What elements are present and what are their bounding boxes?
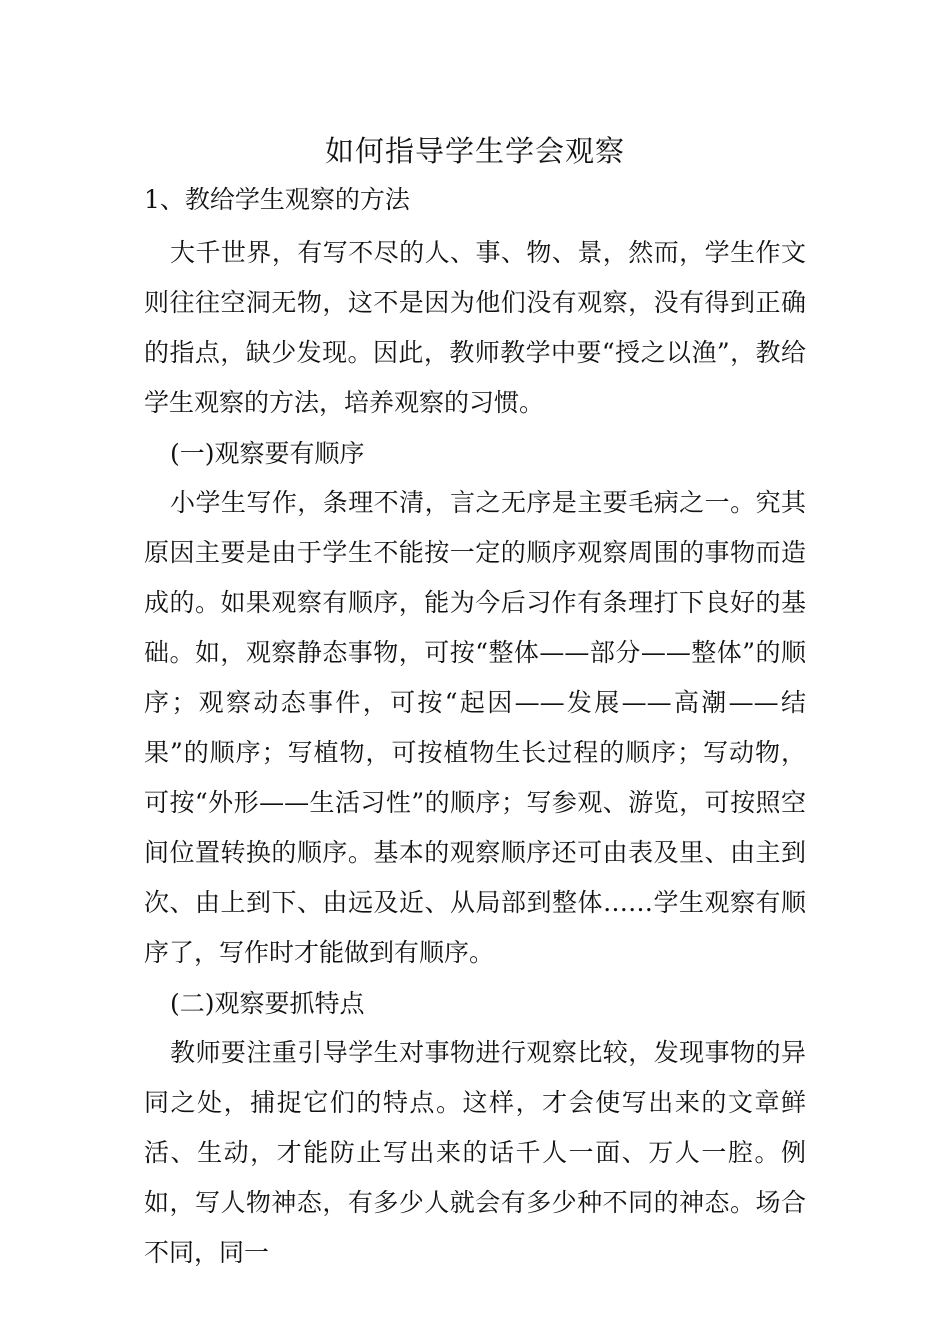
document-title: 如何指导学生学会观察 xyxy=(324,134,625,168)
section-heading-1: 1、教给学生观察的方法 xyxy=(144,185,410,214)
paragraph-1: 大千世界，有写不尽的人、事、物、景，然而，学生作文则往往空洞无物，这不是因为他们没有观察，没有得到正确的指点，缺少发现。因此，教师教学中要“授之以渔”，教给学生观察的方法，培养观察的习惯。 xyxy=(144,238,806,417)
document-body xyxy=(144,180,806,1278)
subsection-heading-1: (一)观察要有顺序 xyxy=(170,439,365,468)
subsection-heading-2: (二)观察要抓特点 xyxy=(170,989,365,1018)
paragraph-2: 小学生写作，条理不清，言之无序是主要毛病之一。究其原因主要是由于学生不能按一定的顺序观察周围的事物而造成的。如果观察有顺序，能为今后习作有条理打下良好的基础。如，观察静态事物，可按“整体——部分——整体”的顺序；观察动态事件，可按“起因——发展——高潮——结果”的顺序；写植物，可按植物生长过程的顺序；写动物，可按“外形——生活习性”的顺序；写参观、游览，可按照空间位置转换的顺序。基本的观察顺序还可由表及里、由主到次、由上到下、由远及近、从局部到整体……学生观察有顺序了，写作时才能做到有顺序。 xyxy=(144,488,806,967)
paragraph-3: 教师要注重引导学生对事物进行观察比较，发现事物的异同之处，捕捉它们的特点。这样，才会使写出来的文章鲜活、生动，才能防止写出来的话千人一面、万人一腔。例如，写人物神态，有多少人就会有多少种不同的神态。场合不同，同一 xyxy=(144,1038,806,1267)
